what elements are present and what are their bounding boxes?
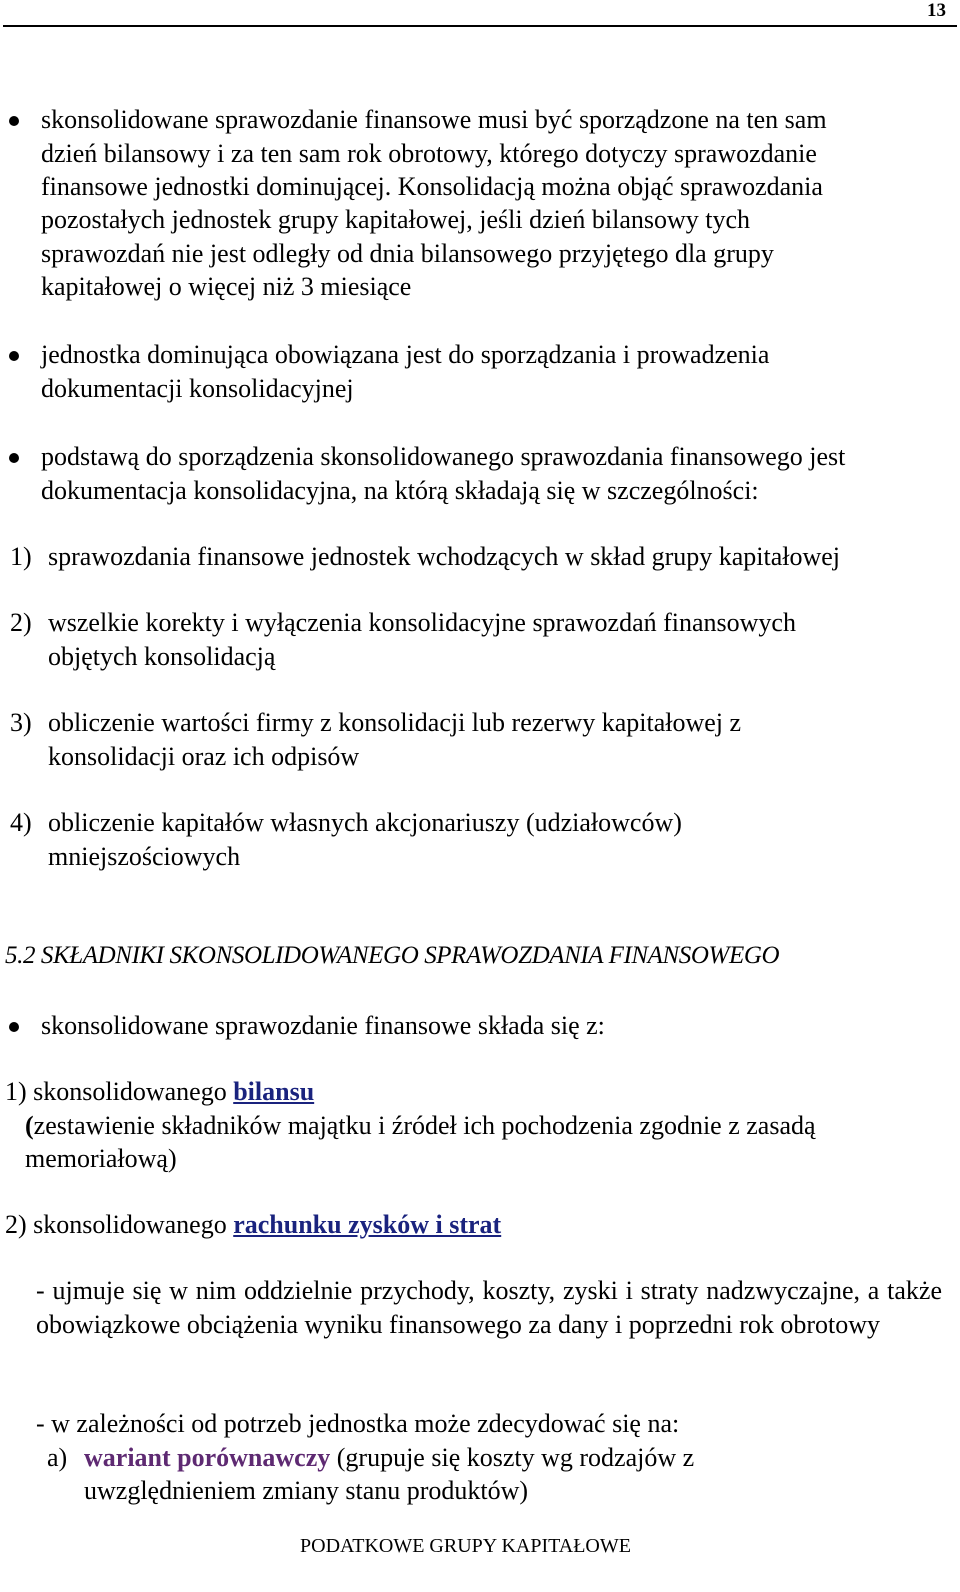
bullet-line: sprawozdań nie jest odległy od dnia bilansowego przyjętego dla grupy <box>41 239 774 268</box>
component-desc <box>25 1109 816 1143</box>
bullet-line: skonsolidowane sprawozdanie finansowe musi być sporządzone na ten sam <box>41 105 827 134</box>
bullet-line: dzień bilansowy i za ten sam rok obrotowy, którego dotyczy sprawozdanie <box>41 139 817 168</box>
list-item: sprawozdania finansowe jednostek wchodzących w skład grupy kapitałowej <box>48 542 841 571</box>
variant-label: a) <box>47 1443 68 1472</box>
bullet-line: pozostałych jednostek grupy kapitałowej, jeśli dzień bilansowy tych <box>41 205 751 234</box>
bullet-line: kapitałowej o więcej niż 3 miesiące <box>41 272 412 301</box>
bullet-icon <box>9 1022 19 1032</box>
component-prefix: skonsolidowanego <box>33 1077 234 1106</box>
page-footer: PODATKOWE GRUPY KAPITAŁOWE <box>300 1535 631 1557</box>
list-number: 3) <box>10 708 32 737</box>
section-bullet: skonsolidowane sprawozdanie finansowe składa się z: <box>41 1011 605 1040</box>
component-line <box>5 1075 314 1109</box>
list-item: obliczenie wartości firmy z konsolidacji lub rezerwy kapitałowej z <box>48 708 742 737</box>
bullet-icon <box>9 351 19 361</box>
list-number: 1) <box>10 542 32 571</box>
list-item: konsolidacji oraz ich odpisów <box>48 742 360 771</box>
component-prefix: skonsolidowanego <box>33 1210 234 1239</box>
component-line <box>5 1208 501 1242</box>
variant-name: wariant porównawczy <box>84 1443 331 1472</box>
rzis-note: - ujmuje się w nim oddzielnie przychody, koszty, zyski i straty nadzwyczajne, a także obowiązkowe obciążenia wyniku finansowego za dany i poprzedni rok obrotowy <box>36 1276 942 1339</box>
variant-desc: (grupuje się koszty wg rodzajów z <box>330 1443 695 1472</box>
variant-desc: uwzględnieniem zmiany stanu produktów) <box>84 1476 529 1505</box>
list-number: 4) <box>10 808 32 837</box>
variant-intro: - w zależności od potrzeb jednostka może zdecydować się na: <box>36 1409 680 1438</box>
list-item: wszelkie korekty i wyłączenia konsolidacyjne sprawozdań finansowych <box>48 608 796 637</box>
bullet-icon <box>9 453 19 463</box>
variant-line <box>84 1441 694 1475</box>
component-number: 2) <box>5 1210 27 1239</box>
page-number: 13 <box>927 0 946 21</box>
bilans-link[interactable]: bilansu <box>233 1077 315 1106</box>
component-number: 1) <box>5 1077 27 1106</box>
list-number: 2) <box>10 608 32 637</box>
bullet-line: finansowe jednostki dominującej. Konsolidacją można objąć sprawozdania <box>41 172 823 201</box>
bullet-line: podstawą do sporządzenia skonsolidowanego sprawozdania finansowego jest <box>41 442 846 471</box>
section-heading: 5.2 SKŁADNIKI SKONSOLIDOWANEGO SPRAWOZDANIA FINANSOWEGO <box>5 942 780 969</box>
list-item: obliczenie kapitałów własnych akcjonariuszy (udziałowców) <box>48 808 682 837</box>
component-desc: memoriałową) <box>25 1144 177 1173</box>
desc-open-paren: ( <box>25 1111 34 1140</box>
list-item: objętych konsolidacją <box>48 642 276 671</box>
rzis-link[interactable]: rachunku zysków i strat <box>233 1210 502 1239</box>
desc-text: zestawienie składników majątku i źródeł ich pochodzenia zgodnie z zasadą <box>33 1111 816 1140</box>
list-item: mniejszościowych <box>48 842 241 871</box>
header-rule <box>3 25 957 27</box>
bullet-line: dokumentacji konsolidacyjnej <box>41 374 354 403</box>
bullet-icon <box>9 116 19 126</box>
bullet-line: jednostka dominująca obowiązana jest do sporządzania i prowadzenia <box>41 340 770 369</box>
bullet-line: dokumentacja konsolidacyjna, na którą składają się w szczególności: <box>41 476 759 505</box>
